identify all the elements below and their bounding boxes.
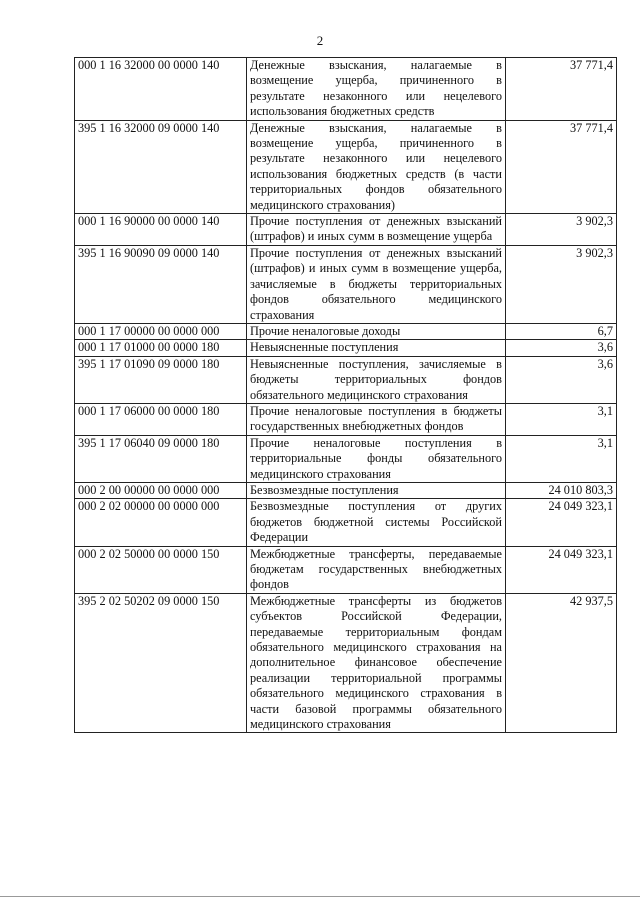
table-row: [75, 499, 617, 546]
row-description: Денежные взыскания, налагаемые в возмещение ущерба, причиненного в результате незаконного или нецелевого использования бюджетных средств: [247, 58, 506, 121]
row-amount: 3,1: [506, 403, 617, 435]
row-amount: 37 771,4: [506, 120, 617, 213]
page-number: 2: [316, 33, 324, 48]
row-code: 395 1 17 06040 09 0000 180: [75, 435, 247, 482]
table-row: [75, 58, 617, 121]
row-amount: 24 049 323,1: [506, 546, 617, 593]
row-amount: 3,6: [506, 356, 617, 403]
page-bottom-divider: [0, 896, 640, 897]
row-amount: 37 771,4: [506, 58, 617, 121]
table-row: [75, 214, 617, 246]
row-description: Безвозмездные поступления: [247, 482, 506, 498]
table-row: [75, 482, 617, 498]
row-amount: 6,7: [506, 323, 617, 339]
row-code: 000 2 02 00000 00 0000 000: [75, 499, 247, 546]
row-description: Прочие поступления от денежных взысканий (штрафов) и иных сумм в возмещение ущерба: [247, 214, 506, 246]
row-code: 395 1 16 90090 09 0000 140: [75, 245, 247, 323]
row-code: 000 1 16 90000 00 0000 140: [75, 214, 247, 246]
table-row: [75, 403, 617, 435]
row-description: Межбюджетные трансферты из бюджетов субъектов Российской Федерации, передаваемые территориальным фондам обязательного медицинского страхования на дополнительное финансовое обеспечение реализации территориальной программы обязательного медицинского страхования в части базовой программы обязательного медицинского страхования: [247, 593, 506, 733]
table-row: [75, 435, 617, 482]
row-amount: 3 902,3: [506, 214, 617, 246]
row-code: 000 2 02 50000 00 0000 150: [75, 546, 247, 593]
row-description: Безвозмездные поступления от других бюджетов бюджетной системы Российской Федерации: [247, 499, 506, 546]
table-row: [75, 356, 617, 403]
budget-revenue-table: [74, 57, 617, 733]
row-description: Прочие неналоговые поступления в территориальные фонды обязательного медицинского страхования: [247, 435, 506, 482]
table-row: [75, 245, 617, 323]
table-row: [75, 120, 617, 213]
row-amount: 3 902,3: [506, 245, 617, 323]
row-description: Невыясненные поступления, зачисляемые в бюджеты территориальных фондов обязательного медицинского страхования: [247, 356, 506, 403]
row-description: Межбюджетные трансферты, передаваемые бюджетам государственных внебюджетных фондов: [247, 546, 506, 593]
row-code: 000 1 17 06000 00 0000 180: [75, 403, 247, 435]
row-description: Невыясненные поступления: [247, 340, 506, 356]
row-code: 395 2 02 50202 09 0000 150: [75, 593, 247, 733]
row-code: 000 1 17 01000 00 0000 180: [75, 340, 247, 356]
table-row: [75, 323, 617, 339]
row-amount: 3,6: [506, 340, 617, 356]
row-code: 000 2 00 00000 00 0000 000: [75, 482, 247, 498]
row-amount: 24 049 323,1: [506, 499, 617, 546]
row-amount: 3,1: [506, 435, 617, 482]
row-description: Прочие поступления от денежных взысканий (штрафов) и иных сумм в возмещение ущерба, зачисляемые в бюджеты территориальных фондов обязательного медицинского страхования: [247, 245, 506, 323]
row-amount: 24 010 803,3: [506, 482, 617, 498]
table-row: [75, 546, 617, 593]
table-row: [75, 593, 617, 733]
table-row: [75, 340, 617, 356]
row-description: Денежные взыскания, налагаемые в возмещение ущерба, причиненного в результате незаконного или нецелевого использования бюджетных средств (в части территориальных фондов обязательного медицинского страхования): [247, 120, 506, 213]
row-code: 000 1 17 00000 00 0000 000: [75, 323, 247, 339]
row-code: 000 1 16 32000 00 0000 140: [75, 58, 247, 121]
row-amount: 42 937,5: [506, 593, 617, 733]
row-description: Прочие неналоговые поступления в бюджеты государственных внебюджетных фондов: [247, 403, 506, 435]
row-code: 395 1 17 01090 09 0000 180: [75, 356, 247, 403]
row-code: 395 1 16 32000 09 0000 140: [75, 120, 247, 213]
row-description: Прочие неналоговые доходы: [247, 323, 506, 339]
